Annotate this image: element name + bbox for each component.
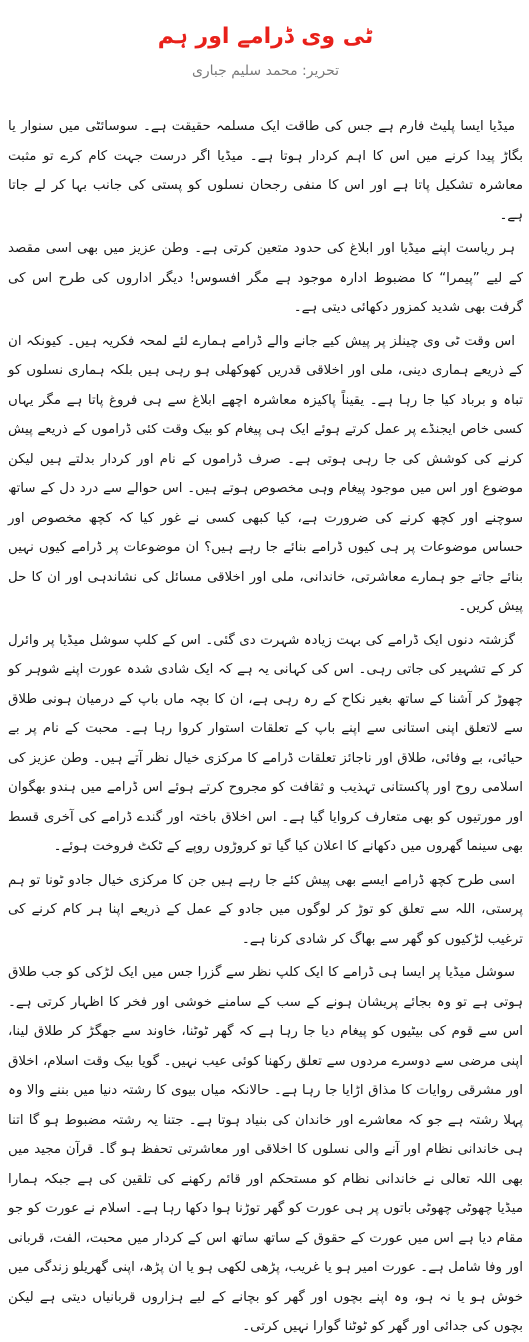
paragraph-4: گزشتہ دنوں ایک ڈرامے کی بہت زیادہ شہرت دی گئی۔ اس کے کلپ سوشل میڈیا پر وائرل کر کے تشہیر کی جاتی رہی۔ اس کی کہانی یہ ہے کہ ایک شادی شدہ عورت اپنے شوہر کو چھوڑ کر آشنا کے ساتھ بغیر نکاح کے رہ رہی ہے، ان کا بچہ ماں باپ کے درمیان ہونی طلاق سے لاتعلق اپنی استانی سے اپنے باپ کے تعلقات استوار کروا رہا ہے۔ محبت کے نام پر بے حیائی، بے وفائی، طلاق اور ناجائز تعلقات ڈرامے کا مرکزی خیال نظر آتے ہیں۔ وطن عزیز کی اسلامی روح اور پاکستانی تہذیب و ثقافت کو مجروح کرتے ہوئے اس ڈرامے میں ہندو بھگوان اور مورتیوں کو بھی متعارف کروایا گیا ہے۔ اس اخلاق باختہ اور گندے ڈرامے کی آخری قسط بھی سینما گھروں میں دکھانے کا اعلان کیا گیا تو کروڑوں روپے کے ٹکٹ فروخت ہوئے۔ (8, 632, 523, 854)
paragraph-5: اسی طرح کچھ ڈرامے ایسے بھی پیش کئے جا رہے ہیں جن کا مرکزی خیال جادو ٹونا تو ہم پرستی، اللہ سے تعلق کو توڑ کر لوگوں میں جادو کے عمل کے ذریعے اپنا ہر کام کرنے کی ترغیب لڑکیوں کو گھر سے بھاگ کر شادی کرنا ہے۔ (8, 872, 523, 947)
article-page (0, 22, 529, 1334)
article-body (8, 112, 523, 1342)
paragraph-1: میڈیا ایسا پلیٹ فارم ہے جس کی طاقت ایک مسلمہ حقیقت ہے۔ سوسائٹی میں سنوار یا بگاڑ پیدا کرنے میں اس کا اہم کردار ہوتا ہے۔ میڈیا اگر درست جہت کام کرے تو مثبت معاشرہ تشکیل پاتا ہے اور اس کا منفی رجحان نسلوں کو پستی کی جانب بہا کر لے جاتا ہے۔ (8, 119, 523, 223)
article-byline: تحریر: محمد سلیم جباری (191, 63, 340, 79)
paragraph-6: سوشل میڈیا پر ایسا ہی ڈرامے کا ایک کلپ نظر سے گزرا جس میں ایک لڑکی کو جب طلاق ہوتی ہے تو وہ بجائے پریشان ہونے کے سب کے سامنے خوشی اور فخر کا اظہار کرتی ہے۔ اس سے قوم کی بیٹیوں کو پیغام دیا جا رہا ہے کہ گھر ٹوٹنا، خاوند سے جھگڑ کر طلاق لینا، اپنی مرضی سے دوسرے مردوں سے تعلق رکھنا کوئی عیب نہیں۔ گویا بیک وقت اسلام، اخلاق اور مشرقی روایات کا مذاق اڑایا جا رہا ہے۔ حالانکہ میاں بیوی کا رشتہ دنیا میں بننے والا وہ پہلا رشتہ ہے جو کہ معاشرے اور خاندان کی بنیاد ہوتا ہے۔ جتنا یہ رشتہ مضبوط ہو گا اتنا ہی خاندانی نظام اور آنے والی نسلوں کا اخلاقی اور معاشرتی تحفظ ہو گا۔ قرآن مجید میں بھی اللہ تعالی نے خاندانی نظام کو مستحکم اور قائم رکھنے کی تلقین کی ہے جبکہ ہمارا میڈیا چھوٹی چھوٹی باتوں پر ہی عورت کو گھر توڑنا ہوا دکھا رہا ہے۔ اسلام نے عورت کو جو مقام دیا ہے اس میں عورت کے حقوق کے ساتھ ساتھ اس کے کردار میں محبت، الفت، قربانی اور وفا شامل ہے۔ عورت امیر ہو یا غریب، پڑھی لکھی ہو یا ان پڑھ، اپنی گھریلو زندگی میں خوش ہو یا نہ ہو، وہ اپنے بچوں اور گھر کو بچانے کے لیے ہزاروں قربانیاں دیتی ہے لیکن بچوں کی جدائی اور گھر کو ٹوٹنا گوارا نہیں کرتی۔ (8, 965, 523, 1334)
article-title: ٹی وی ڈرامے اور ہم (157, 24, 374, 49)
paragraph-2: ہر ریاست اپنے میڈیا اور ابلاغ کی حدود متعین کرتی ہے۔ وطن عزیز میں بھی اسی مقصد کے لیے ”پیمرا“ کا مضبوط ادارہ موجود ہے مگر افسوس! دیگر اداروں کی طرح اس کی گرفت بھی شدید کمزور دکھائی دیتی ہے۔ (8, 241, 523, 315)
paragraph-3: اس وقت ٹی وی چینلز پر پیش کیے جانے والے ڈرامے ہمارے لئے لمحہ فکریہ ہیں۔ کیونکہ ان کے ذریعے ہماری دینی، ملی اور اخلاقی قدریں کھوکھلی ہو رہی ہیں بلکہ ہماری نسلوں کو تباہ و برباد کیا جا رہا ہے۔ یقیناً پاکیزہ معاشرہ اچھے ابلاغ سے ہی فروغ پاتا ہے مگر یہاں کسی خاص ایجنڈے پر عمل کرتے ہوئے ایک ہی پیغام کو بیک وقت کئی ڈراموں کے ذریعے پیش کرنے کی کوشش کی جا رہی ہوتی ہے۔ صرف ڈراموں کے نام اور کردار بدلتے ہیں لیکن موضوع اور اس میں موجود پیغام وہی مخصوص ہوتے ہیں۔ اس حوالے سے درد دل کے ساتھ سوچنے اور کچھ کرنے کی ضرورت ہے، کیا کبھی کسی نے غور کیا کہ کچھ مخصوص اور حساس موضوعات پر ہی کیوں ڈرامے بنائے جا رہے ہیں؟ ان موضوعات پر ڈرامے کیوں نہیں بنائے جاتے جو ہمارے معاشرتی، خاندانی، ملی اور اخلاقی مسائل کی نشاندہی اور ان کا حل پیش کریں۔ (8, 333, 523, 614)
